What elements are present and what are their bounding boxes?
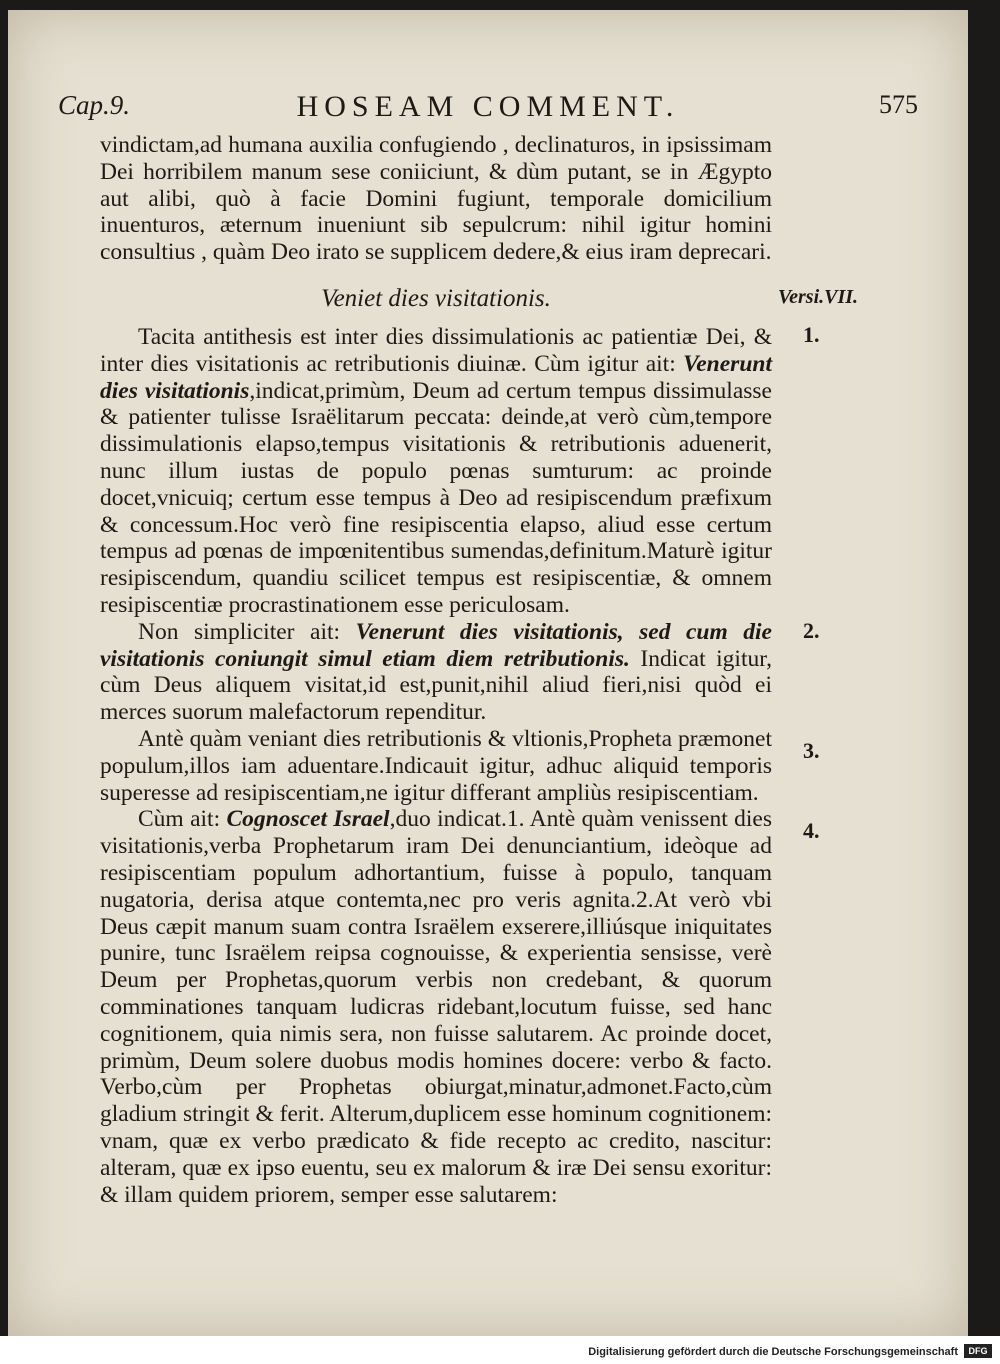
running-title: HOSEAM COMMENT. — [296, 90, 680, 123]
paragraph-1-text-a: Tacita antithesis est inter dies dissimulationis ac patientiæ Dei, & inter dies visitationis ac retributionis diuinæ. Cùm igitur ait: — [100, 324, 772, 377]
paragraph-3: Antè quàm veniant dies retributionis & vltionis,Propheta præmonet populum,illos iam aduentare.Indicauit igitur, adhuc aliquid temporis superesse ad resipiscentiam,ne igitur differant ampliùs resipiscentiam. — [100, 725, 772, 806]
paragraph-4-quote: Cognoscet Israel — [226, 806, 390, 833]
margin-number-3: 3. — [803, 738, 820, 763]
paragraph-2 — [100, 619, 772, 726]
commentary-body — [100, 324, 772, 1208]
dfg-logo: DFG — [964, 1344, 992, 1358]
paragraph-2-text-c: Indicat igitur, cùm Deus aliquem visitat,id est,punit,nihil aliud fieri,nisi quòd ei merces suorum malefactorum rependitur. — [100, 645, 773, 726]
chapter-label: Cap.9. — [58, 90, 131, 120]
paragraph-4-text-a: Cùm ait: — [138, 806, 227, 833]
paragraph-1-quote: Venerunt dies visitationis — [100, 350, 772, 404]
paragraph-2-quote: Venerunt dies visitationis, sed cum die visitationis coniungit simul etiam diem retributionis. — [100, 618, 772, 672]
funding-notice: Digitalisierung gefördert durch die Deutsche Forschungsgemeinschaft — [588, 1346, 958, 1358]
book-page — [8, 10, 968, 1336]
footer-bar — [0, 1336, 1000, 1364]
page-number: 575 — [879, 90, 918, 119]
opening-paragraph — [100, 132, 772, 266]
margin-number-1: 1. — [803, 322, 820, 347]
paragraph-1-text-c: ,indicat,primùm, Deum ad certum tempus dissimulasse & patienter tulisse Israëlitarum peccata: deinde,at verò cùm,tempore dissimulationis elapso,tempus visitationis & retributionis aduenerit, nunc illum iustas de populo pœnas sumturum: ac proinde docet,vnicuiq; certum esse tempus à Deo ad resipiscendum præfixum & concessum.Hoc verò fine resipiscentia elapso, aliud esse certum tempus ad pœnas de impœnitentibus sumendas,definitum.Maturè igitur resipiscendum, quandiu scilicet tempus est resipiscentiæ, & omnem resipiscentiæ procrastinationem esse periculosam. — [100, 377, 772, 618]
verse-note: Versi.VII. — [778, 286, 859, 308]
paragraph-4-text-c: ,duo indicat.1. Antè quàm venissent dies visitationis,verba Prophetarum iram Dei denunciantium, ideòque ad resipiscentiam populum adhortantium, fuisse à populo, tanquam nugatoria, derisa atque contemta,nec pro veris agnita.2.At verò vbi Deus cæpit manum suam contra Israëlem exserere,illiúsque iniquitates punire, tunc Israëlem reipsa cognouisse, & experientia sensisse, verè Deum per Prophetas,quorum verbis non credebant, & quorum comminationes tanquam ludicras ridebant,locutum fuisse, sed hanc cognitionem, quia nimis sera, non fuisse salutarem. Ac proinde docet, primùm, Deum solere duobus modis homines docere: verbo & facto. Verbo,cùm per Prophetas obiurgat,minatur,admonet.Facto,cùm gladium stringit & ferit. Alterum,duplicem esse hominum cognitionem: vnam, quæ ex verbo prædicato & fide recepto ac credito, nascitur: alteram, quæ ex ipso euentu, seu ex malorum & iræ Dei sensu exoritur: & illam quidem priorem, semper esse salutarem: — [100, 806, 772, 1208]
opening-text: vindictam,ad humana auxilia confugiendo , declinaturos, in ipsissimam Dei horribilem manum sese coniiciunt, & dùm putant, se in Ægypto aut alibi, quò à facie Domini fugiunt, temporale domicilium inuenturos, æternum inueniunt sib sepulcrum: nihil igitur homini consultius , quàm Deo irato se supplicem dedere,& eius iram deprecari. — [100, 132, 772, 266]
margin-number-4: 4. — [803, 818, 820, 843]
paragraph-2-text-a: Non simpliciter ait: — [138, 618, 356, 645]
margin-number-2: 2. — [803, 618, 820, 643]
running-header — [58, 90, 918, 130]
section-heading: Veniet dies visitationis. — [321, 285, 551, 312]
paragraph-1 — [100, 324, 772, 619]
paragraph-4 — [100, 806, 772, 1208]
